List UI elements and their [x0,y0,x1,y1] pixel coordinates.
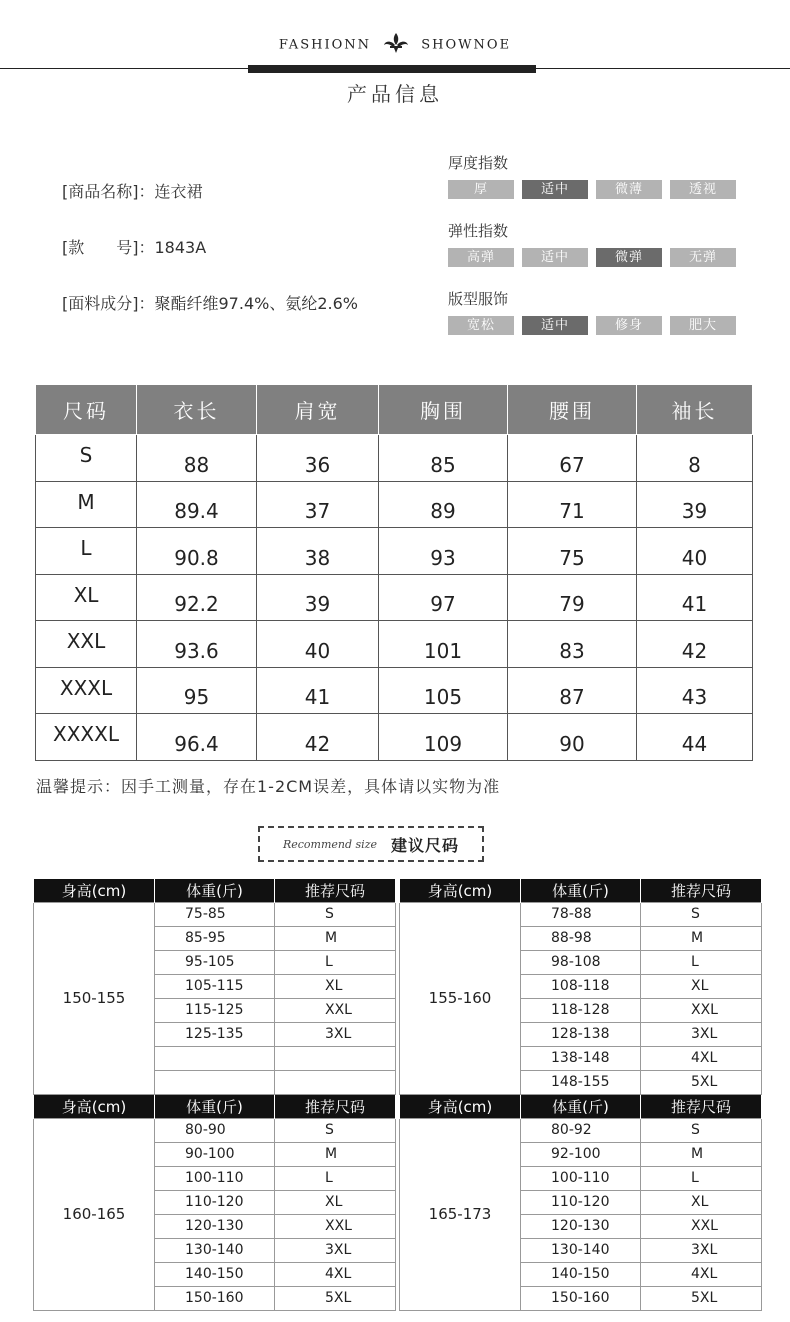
size-cell: 39 [257,574,379,621]
size-cell: L [36,528,137,575]
size-cell: 105 [379,667,508,714]
weight-range-cell: 90-100 [155,1142,275,1166]
product-sku-value: 1843A [154,238,207,257]
brand-right: SHOWNOE [421,37,512,53]
weight-range-cell: 80-90 [155,1118,275,1142]
recommended-size-cell: XXL [641,1214,762,1238]
index-option: 微弹 [596,248,662,267]
recommended-size-cell: S [275,1118,396,1142]
weight-range-cell: 85-95 [155,926,275,950]
page-title: 产品信息 [347,82,443,106]
recommended-size-cell: 3XL [641,1238,762,1262]
recommended-size-cell: 4XL [641,1046,762,1070]
index-option: 无弹 [670,248,736,267]
recommend-header-cell: 体重(斤) [155,1095,275,1118]
size-header-cell: 胸围 [379,385,508,435]
size-cell: 101 [379,621,508,668]
size-table [35,384,753,761]
size-cell: 41 [257,667,379,714]
weight-range-cell: 95-105 [155,950,275,974]
table-row [34,1118,396,1142]
product-name-row [62,179,203,202]
weight-range-cell: 78-88 [521,902,641,926]
index-option: 适中 [522,180,588,199]
recommend-header-cell: 身高(cm) [34,879,155,902]
product-sku-row [62,235,206,258]
weight-range-cell: 125-135 [155,1022,275,1046]
size-cell: 79 [508,574,637,621]
recommend-table [399,1095,762,1311]
table-row [400,902,762,926]
size-cell: 109 [379,714,508,761]
header-bar [248,65,536,73]
size-cell: S [36,435,137,482]
size-cell: 67 [508,435,637,482]
size-cell: XXXXL [36,714,137,761]
weight-range-cell: 105-115 [155,974,275,998]
recommend-header-cell: 体重(斤) [521,1095,641,1118]
weight-range-cell [155,1046,275,1070]
fleur-de-lis-icon [381,32,411,54]
size-table-header [36,385,753,435]
table-row [36,574,753,621]
size-cell: 41 [637,574,753,621]
weight-range-cell: 138-148 [521,1046,641,1070]
table-row [34,902,396,926]
weight-range-cell: 100-110 [155,1166,275,1190]
table-row [400,1118,762,1142]
recommended-size-cell: 5XL [641,1070,762,1094]
size-cell: 93.6 [137,621,257,668]
weight-range-cell: 130-140 [155,1238,275,1262]
recommended-size-cell: XXL [275,998,396,1022]
product-fabric-label: [面料成分]： [62,294,155,313]
recommend-script-text: Recommend size [282,837,378,851]
recommend-header-cell: 推荐尺码 [275,879,396,902]
index-option: 厚 [448,180,514,199]
weight-range-cell: 115-125 [155,998,275,1022]
weight-range-cell [155,1070,275,1094]
recommended-size-cell: 5XL [641,1286,762,1310]
product-name-label: [商品名称]： [62,182,155,201]
index-options [448,316,736,335]
recommend-header-cell: 身高(cm) [400,1095,521,1118]
weight-range-cell: 98-108 [521,950,641,974]
recommend-header-cell: 身高(cm) [34,1095,155,1118]
size-cell: 39 [637,481,753,528]
weight-range-cell: 75-85 [155,902,275,926]
size-cell: 85 [379,435,508,482]
index-option: 微薄 [596,180,662,199]
weight-range-cell: 92-100 [521,1142,641,1166]
recommended-size-cell: XL [641,974,762,998]
table-row [36,435,753,482]
recommended-size-cell: S [275,902,396,926]
recommend-size-header [258,826,484,862]
product-fabric-value: 聚酯纤维97.4%、氨纶2.6% [154,294,358,313]
recommended-size-cell: M [275,1142,396,1166]
recommended-size-cell: 3XL [275,1238,396,1262]
table-row [36,528,753,575]
size-header-cell: 尺码 [36,385,137,435]
size-cell: 90.8 [137,528,257,575]
index-option: 修身 [596,316,662,335]
weight-range-cell: 80-92 [521,1118,641,1142]
index-option: 宽松 [448,316,514,335]
weight-range-cell: 100-110 [521,1166,641,1190]
size-cell: 40 [257,621,379,668]
weight-range-cell: 130-140 [521,1238,641,1262]
recommend-header-cell: 体重(斤) [155,879,275,902]
recommend-table [33,879,396,1095]
recommended-size-cell: 5XL [275,1286,396,1310]
size-header-cell: 袖长 [637,385,753,435]
height-range-cell: 160-165 [34,1118,155,1310]
recommended-size-cell: M [641,1142,762,1166]
recommend-header-cell: 推荐尺码 [641,1095,762,1118]
height-range-cell: 150-155 [34,902,155,1094]
size-cell: XL [36,574,137,621]
recommended-size-cell: L [641,950,762,974]
size-cell: 88 [137,435,257,482]
recommended-size-cell: 4XL [641,1262,762,1286]
weight-range-cell: 148-155 [521,1070,641,1094]
size-cell: 93 [379,528,508,575]
weight-range-cell: 128-138 [521,1022,641,1046]
recommended-size-cell: M [641,926,762,950]
size-cell: 37 [257,481,379,528]
size-cell: 36 [257,435,379,482]
recommended-size-cell: 3XL [275,1022,396,1046]
measurement-note: 温馨提示：因手工测量，存在1-2CM误差，具体请以实物为准 [36,777,501,796]
size-cell: 44 [637,714,753,761]
size-cell: 89 [379,481,508,528]
size-cell: 95 [137,667,257,714]
recommend-header-cell: 体重(斤) [521,879,641,902]
brand-logo [0,36,790,54]
recommended-size-cell: L [641,1166,762,1190]
brand-left: FASHIONN [278,37,371,53]
recommended-size-cell: L [275,1166,396,1190]
weight-range-cell: 120-130 [155,1214,275,1238]
recommended-size-cell: S [641,902,762,926]
weight-range-cell: 140-150 [521,1262,641,1286]
size-cell: 71 [508,481,637,528]
recommended-size-cell: XXL [641,998,762,1022]
size-cell: 43 [637,667,753,714]
size-cell: 8 [637,435,753,482]
index-option: 透视 [670,180,736,199]
weight-range-cell: 108-118 [521,974,641,998]
height-range-cell: 165-173 [400,1118,521,1310]
recommend-header [34,879,396,902]
index-option: 适中 [522,316,588,335]
table-row [36,667,753,714]
index-title: 弹性指数 [448,222,509,240]
size-cell: 42 [637,621,753,668]
recommended-size-cell [275,1046,396,1070]
size-cell: XXXL [36,667,137,714]
index-option: 适中 [522,248,588,267]
weight-range-cell: 150-160 [155,1286,275,1310]
weight-range-cell: 110-120 [521,1190,641,1214]
index-title: 厚度指数 [448,154,509,172]
product-name-value: 连衣裙 [154,182,203,201]
index-option: 高弹 [448,248,514,267]
recommend-table [33,1095,396,1311]
table-row [36,481,753,528]
height-range-cell: 155-160 [400,902,521,1094]
recommended-size-cell: 3XL [641,1022,762,1046]
index-options [448,180,736,199]
index-option: 肥大 [670,316,736,335]
recommend-header [400,879,762,902]
recommended-size-cell: XL [641,1190,762,1214]
size-cell: 40 [637,528,753,575]
recommend-table [399,879,762,1095]
size-cell: 83 [508,621,637,668]
size-cell: 92.2 [137,574,257,621]
recommended-size-cell: XL [275,1190,396,1214]
size-cell: 87 [508,667,637,714]
product-fabric-row [62,291,358,314]
recommend-header-cell: 身高(cm) [400,879,521,902]
product-sku-label: [款 号]： [62,238,155,257]
table-row [36,714,753,761]
recommended-size-cell: S [641,1118,762,1142]
weight-range-cell: 88-98 [521,926,641,950]
size-cell: 38 [257,528,379,575]
recommend-header [34,1095,396,1118]
size-header-cell: 衣长 [137,385,257,435]
recommend-header-cell: 推荐尺码 [275,1095,396,1118]
size-cell: 96.4 [137,714,257,761]
index-options [448,248,736,267]
recommend-label: 建议尺码 [391,835,460,855]
recommended-size-cell: XXL [275,1214,396,1238]
recommended-size-cell: L [275,950,396,974]
size-header-cell: 肩宽 [257,385,379,435]
recommended-size-cell: XL [275,974,396,998]
recommend-header-cell: 推荐尺码 [641,879,762,902]
recommended-size-cell: 4XL [275,1262,396,1286]
weight-range-cell: 150-160 [521,1286,641,1310]
size-cell: 90 [508,714,637,761]
weight-range-cell: 120-130 [521,1214,641,1238]
size-header-cell: 腰围 [508,385,637,435]
recommend-header [400,1095,762,1118]
size-cell: M [36,481,137,528]
weight-range-cell: 118-128 [521,998,641,1022]
weight-range-cell: 140-150 [155,1262,275,1286]
size-cell: XXL [36,621,137,668]
recommended-size-cell [275,1070,396,1094]
index-title: 版型服饰 [448,290,509,308]
recommended-size-cell: M [275,926,396,950]
size-cell: 97 [379,574,508,621]
size-cell: 89.4 [137,481,257,528]
size-cell: 75 [508,528,637,575]
weight-range-cell: 110-120 [155,1190,275,1214]
size-cell: 42 [257,714,379,761]
table-row [36,621,753,668]
